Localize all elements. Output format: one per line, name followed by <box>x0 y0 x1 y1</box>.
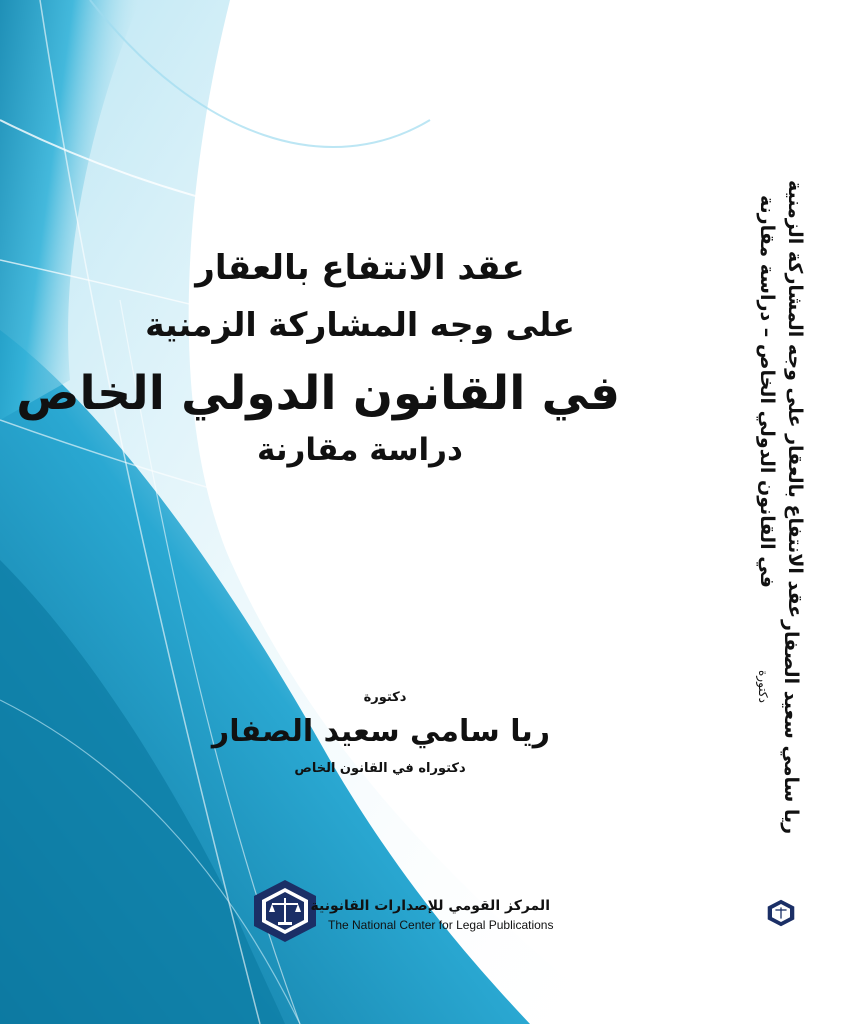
spine-author-name: ريا سامي سعيد الصفار <box>780 620 802 835</box>
spine-title-line-2: في القانون الدولي الخاص – دراسة مقارنة <box>756 195 778 588</box>
subtitle: دراسة مقارنة <box>257 432 463 468</box>
publisher-name-arabic: المركز القومي للإصدارات القانونية <box>310 898 550 914</box>
author-title: دكتورة <box>363 690 407 705</box>
title-line-2: على وجه المشاركة الزمنية <box>145 305 575 344</box>
title-line-1: عقد الانتفاع بالعقار <box>195 248 525 288</box>
title-line-3: في القانون الدولي الخاص <box>16 366 620 421</box>
spine-emblem-icon <box>766 898 796 928</box>
publisher-name-english: The National Center for Legal Publications <box>328 918 554 932</box>
spine-title-line-1: عقد الانتفاع بالعقار على وجه المشاركة الزمنية <box>784 180 806 619</box>
spine-author-title: دكتورة <box>756 670 770 703</box>
publisher-block <box>250 878 554 948</box>
author-degree: دكتوراه في القانون الخاص <box>294 761 466 776</box>
scales-of-justice-emblem-icon <box>250 878 320 944</box>
author-name: ريا سامي سعيد الصفار <box>211 714 550 749</box>
book-spine <box>716 150 846 980</box>
